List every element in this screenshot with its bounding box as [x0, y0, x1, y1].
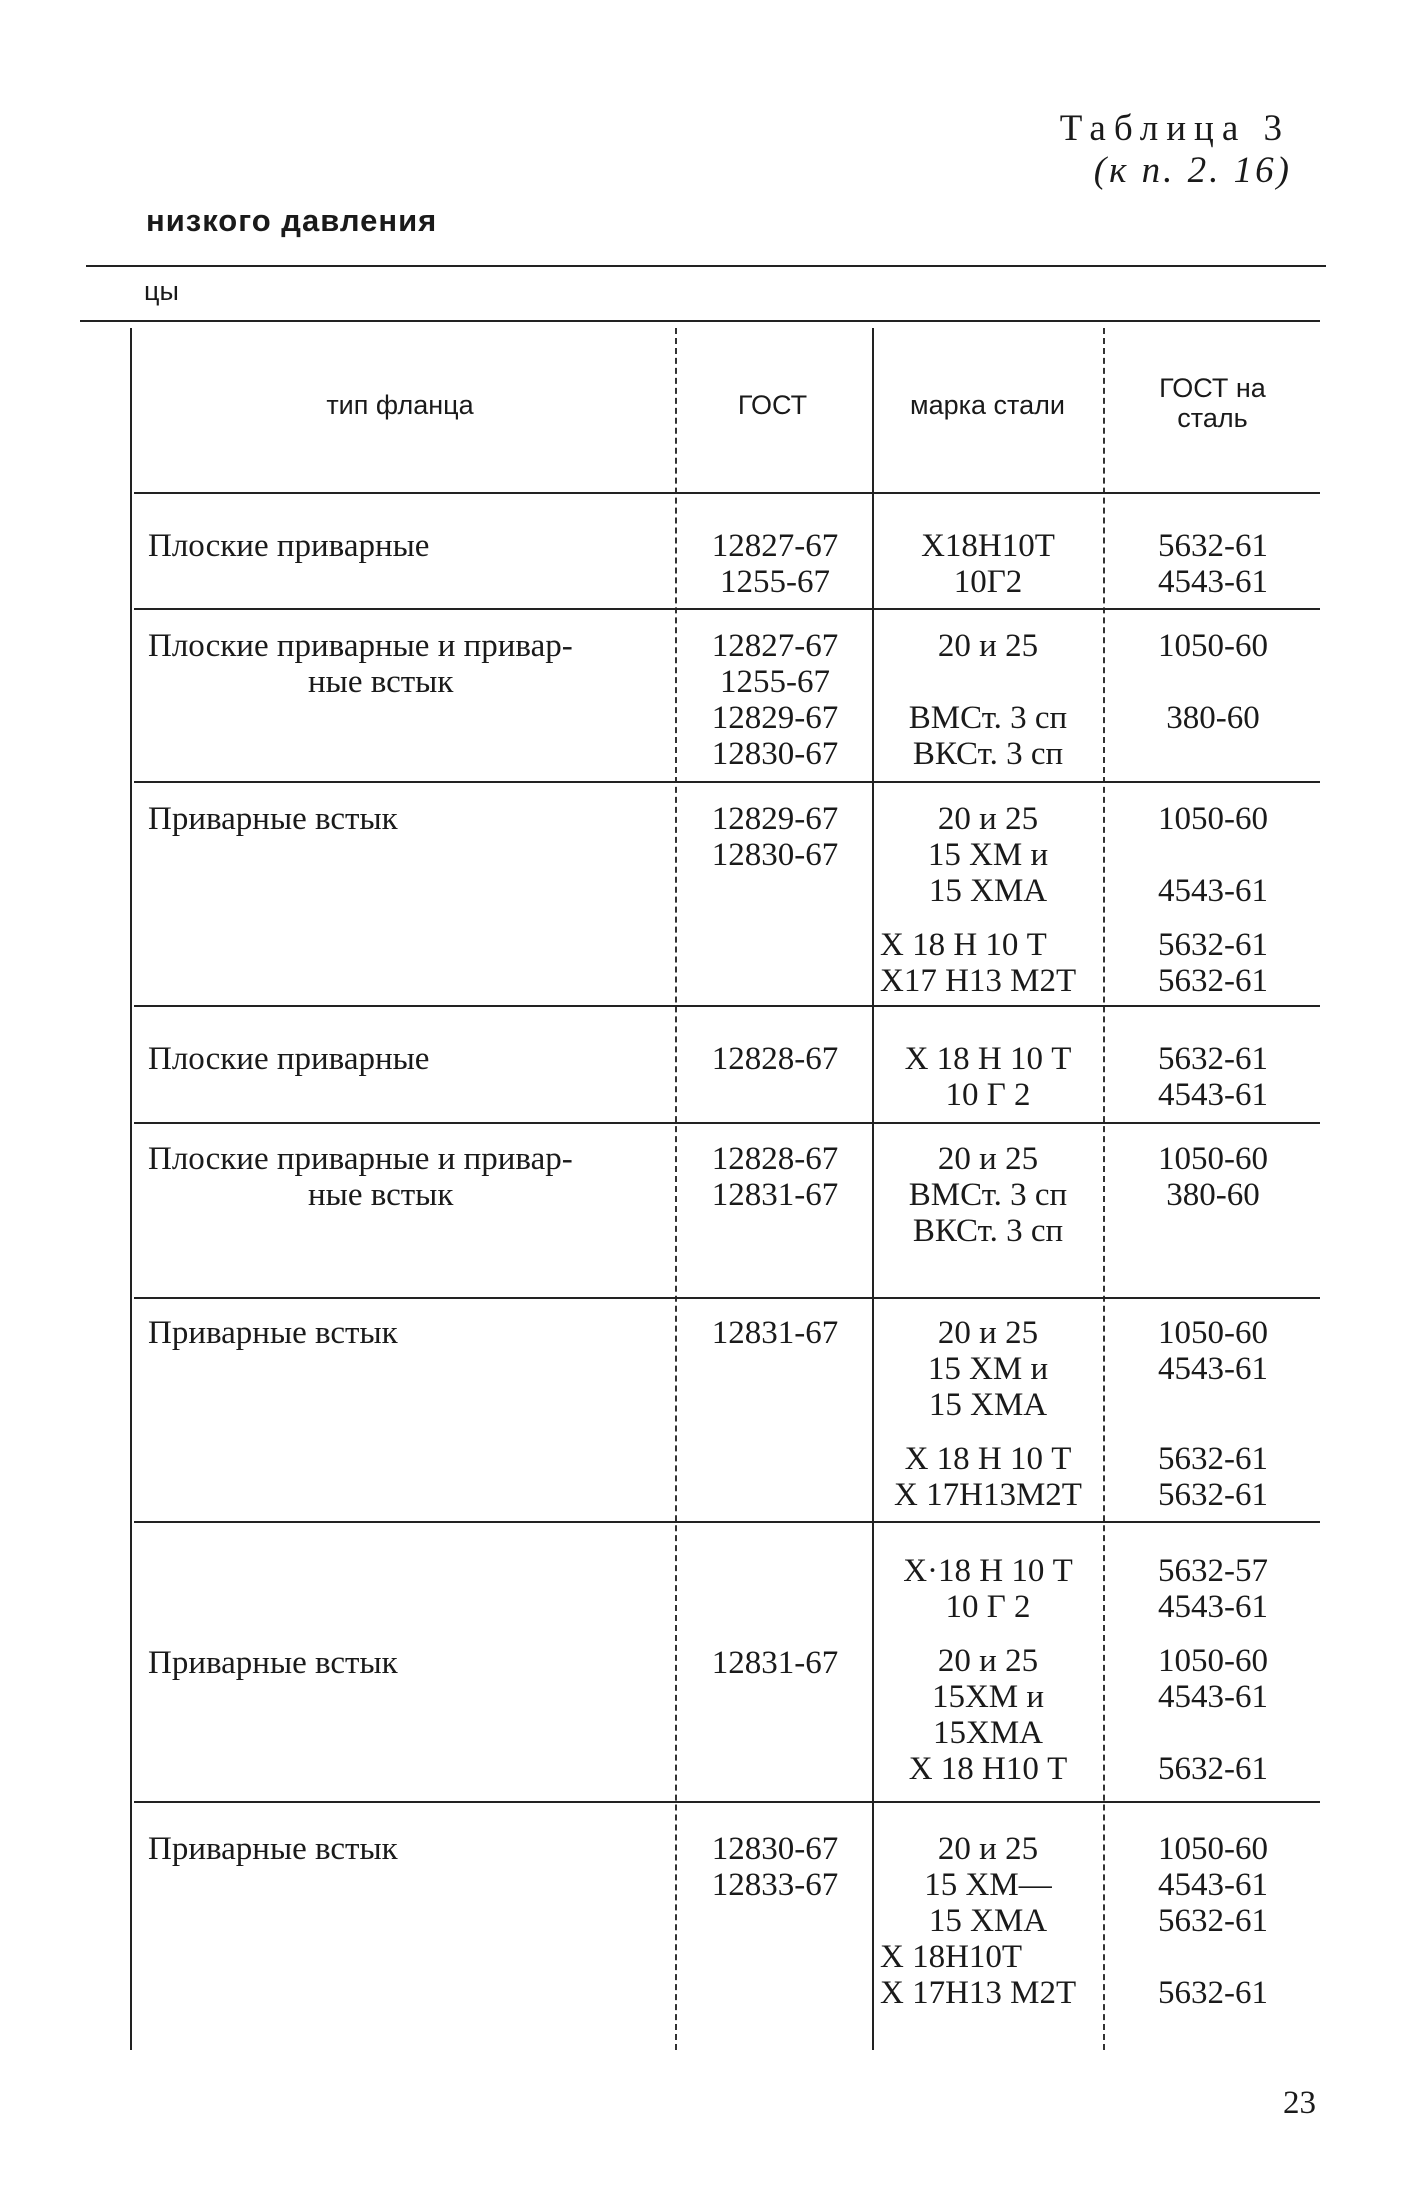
gost-steel-cell: [1108, 801, 1318, 999]
flange-type-line: Плоские приварные: [148, 528, 430, 564]
gost-steel-value: 1050-60: [1158, 1643, 1268, 1679]
gost-steel-value: [1108, 1213, 1318, 1249]
gost-steel-cell: [1108, 528, 1318, 600]
top-rule: [86, 265, 1326, 267]
steel-grade-value: Х 18 Н 10 Т: [880, 927, 1047, 963]
steel-grade-value: 20 и 25: [937, 801, 1039, 837]
flange-type-cell: [148, 1315, 668, 1351]
steel-grade-value: Х 18 Н 10 Т: [904, 1041, 1072, 1077]
steel-grade-value: ВМСт. 3 сп: [908, 700, 1068, 736]
gost-value: 12830-67: [711, 1831, 839, 1867]
steel-grade-cell: [876, 628, 1100, 772]
gost-steel-value: 5632-57: [1158, 1553, 1268, 1589]
gost-steel-value: 5632-61: [1158, 1441, 1268, 1477]
gost-steel-value: 5632-61: [1158, 927, 1268, 963]
gost-steel-value: 4543-61: [1158, 1589, 1268, 1625]
gost-value: 12829-67: [711, 801, 839, 837]
row-separator: [134, 1005, 1320, 1007]
column-divider-2: [872, 328, 874, 2050]
steel-grade-cell: [876, 1141, 1100, 1249]
steel-grade-value: 20 и 25: [937, 1643, 1039, 1679]
flange-type-line: Плоские приварные: [148, 1041, 430, 1077]
steel-grade-value: 10 Г 2: [945, 1077, 1031, 1113]
flange-type-cell: [148, 528, 668, 564]
gost-cell: [680, 1831, 870, 1903]
flange-type-cell: [148, 1041, 668, 1077]
steel-grade-cell: [876, 801, 1100, 999]
gost-steel-cell: [1108, 1141, 1318, 1249]
column-divider-3: [1103, 328, 1105, 2050]
steel-grade-value: ВКСт. 3 сп: [912, 1213, 1064, 1249]
gost-value: 12830-67: [711, 736, 839, 772]
flange-type-cell: [148, 1141, 668, 1213]
flange-type-line: Плоские приварные и привар-: [148, 628, 573, 664]
gost-steel-value: 5632-61: [1158, 963, 1268, 999]
gost-value: 12828-67: [711, 1141, 839, 1177]
gost-cell: [680, 1645, 870, 1681]
column-header-gost: ГОСТ: [737, 390, 808, 420]
gost-steel-value: 380-60: [1166, 1177, 1260, 1213]
gost-steel-cell: [1108, 628, 1318, 772]
steel-grade-value: Х·18 Н 10 Т: [903, 1553, 1073, 1589]
flange-type-cell: [148, 628, 668, 700]
row-separator: [134, 1297, 1320, 1299]
flange-type-line: Плоские приварные и привар-: [148, 1141, 573, 1177]
gost-value: 1255-67: [720, 564, 830, 600]
steel-grade-value: 15 ХМ и: [927, 837, 1049, 873]
steel-grade-value: 15ХМ и: [931, 1679, 1045, 1715]
column-header-flange-type: тип фланца: [326, 390, 474, 420]
gost-value: 12827-67: [711, 528, 839, 564]
steel-grade-value: Х 17Н13 М2Т: [880, 1975, 1077, 2011]
steel-grade-value: 15 ХМА: [928, 1903, 1048, 1939]
steel-grade-value: [876, 664, 1100, 700]
gost-value: 12830-67: [711, 837, 839, 873]
flange-type-line: Приварные встык: [148, 1831, 398, 1867]
row-separator: [134, 1801, 1320, 1803]
gost-steel-value: 5632-61: [1158, 1477, 1268, 1513]
steel-grade-cell: [876, 528, 1100, 600]
row-separator: [134, 781, 1320, 783]
flange-type-line: ные встык: [308, 664, 454, 700]
steel-grade-value: 20 и 25: [937, 1831, 1039, 1867]
gost-value: 12831-67: [711, 1645, 839, 1681]
gost-steel-value: 1050-60: [1158, 1315, 1268, 1351]
gost-steel-value: 4543-61: [1158, 873, 1268, 909]
steel-grade-value: 20 и 25: [937, 628, 1039, 664]
steel-grade-value: Х 18 Н10 Т: [908, 1751, 1068, 1787]
gost-steel-value: 5632-61: [1158, 1751, 1268, 1787]
gost-steel-value: 5632-61: [1158, 1903, 1268, 1939]
row-separator: [134, 1521, 1320, 1523]
page-number: 23: [1283, 2085, 1316, 2121]
gost-value: 12831-67: [711, 1315, 839, 1351]
row-separator: [134, 1122, 1320, 1124]
steel-grade-cell: [876, 1831, 1100, 2011]
gost-steel-value: 4543-61: [1158, 1077, 1268, 1113]
gost-cell: [680, 1141, 870, 1213]
gost-steel-value: [1108, 736, 1318, 772]
gost-steel-value: 1050-60: [1158, 1831, 1268, 1867]
gost-steel-value: 4543-61: [1158, 1679, 1268, 1715]
flange-type-cell: [148, 1645, 668, 1681]
gost-steel-value: 5632-61: [1158, 528, 1268, 564]
section-heading: низкого давления: [146, 203, 438, 238]
steel-grade-value: ВКСт. 3 сп: [912, 736, 1064, 772]
gost-value: 12829-67: [711, 700, 839, 736]
gost-steel-value: [1108, 664, 1318, 700]
gost-steel-value: [1108, 1387, 1318, 1423]
gost-steel-value: 5632-61: [1158, 1041, 1268, 1077]
gost-steel-value: [1108, 1715, 1318, 1751]
table-title: Таблица 3: [1059, 108, 1290, 149]
column-divider-1: [675, 328, 677, 2050]
flange-type-cell: [148, 801, 668, 837]
gost-steel-value: 4543-61: [1158, 1351, 1268, 1387]
flange-type-line: ные встык: [308, 1177, 454, 1213]
gost-steel-cell: [1108, 1553, 1318, 1787]
column-header-steel-grade: марка стали: [910, 390, 1065, 420]
steel-grade-value: 15 ХМА: [928, 873, 1048, 909]
steel-grade-value: 15ХМА: [932, 1715, 1043, 1751]
steel-grade-value: 15 ХМ и: [927, 1351, 1049, 1387]
gost-steel-cell: [1108, 1315, 1318, 1513]
gost-steel-value: [1108, 837, 1318, 873]
gost-steel-value: [1108, 1939, 1318, 1975]
gost-cell: [680, 801, 870, 873]
gost-value: 1255-67: [720, 664, 830, 700]
gost-cell: [680, 628, 870, 772]
flange-type-line: Приварные встык: [148, 1645, 398, 1681]
gost-steel-value: 380-60: [1166, 700, 1260, 736]
steel-grade-value: 15 ХМА: [928, 1387, 1048, 1423]
gost-steel-cell: [1108, 1041, 1318, 1113]
column-header-gost-steel: [1105, 373, 1320, 433]
steel-grade-value: Х 17Н13М2Т: [894, 1477, 1082, 1513]
gost-steel-value: 1050-60: [1158, 1141, 1268, 1177]
gost-cell: [680, 1041, 870, 1077]
steel-grade-cell: [876, 1041, 1100, 1113]
header-rule: [80, 320, 1320, 322]
gost-value: 12827-67: [711, 628, 839, 664]
steel-grade-value: Х 18Н10Т: [880, 1939, 1023, 1975]
table-reference: (к п. 2. 16): [1093, 150, 1292, 191]
row-separator: [134, 608, 1320, 610]
header-bottom-rule: [134, 492, 1320, 494]
column-header-gost-steel-line1: ГОСТ на: [1159, 373, 1266, 403]
steel-grade-value: Х 18 Н 10 Т: [904, 1441, 1072, 1477]
flange-type-cell: [148, 1831, 668, 1867]
steel-grade-value: 15 ХМ—: [924, 1867, 1052, 1903]
gost-steel-value: 5632-61: [1158, 1975, 1268, 2011]
steel-grade-value: 10Г2: [953, 564, 1023, 600]
steel-grade-value: 20 и 25: [937, 1315, 1039, 1351]
column-header-gost-steel-line2: сталь: [1177, 403, 1248, 433]
steel-grade-cell: [876, 1553, 1100, 1787]
gost-steel-value: 4543-61: [1158, 1867, 1268, 1903]
flange-type-line: Приварные встык: [148, 801, 398, 837]
gost-value: 12831-67: [711, 1177, 839, 1213]
gost-steel-cell: [1108, 1831, 1318, 2011]
steel-grade-value: 10 Г 2: [945, 1589, 1031, 1625]
flange-type-line: Приварные встык: [148, 1315, 398, 1351]
gost-steel-value: 1050-60: [1158, 801, 1268, 837]
steel-grade-value: Х18Н10Т: [921, 528, 1055, 564]
gost-cell: [680, 1315, 870, 1351]
gost-value: 12833-67: [711, 1867, 839, 1903]
gost-value: 12828-67: [711, 1041, 839, 1077]
gost-cell: [680, 528, 870, 600]
steel-grade-value: Х17 Н13 М2Т: [880, 963, 1077, 999]
column-group-fragment: цы: [144, 276, 179, 306]
gost-steel-value: 4543-61: [1158, 564, 1268, 600]
gost-steel-value: 1050-60: [1158, 628, 1268, 664]
steel-grade-cell: [876, 1315, 1100, 1513]
steel-grade-value: ВМСт. 3 сп: [908, 1177, 1068, 1213]
table-left-border: [130, 328, 132, 2050]
steel-grade-value: 20 и 25: [937, 1141, 1039, 1177]
